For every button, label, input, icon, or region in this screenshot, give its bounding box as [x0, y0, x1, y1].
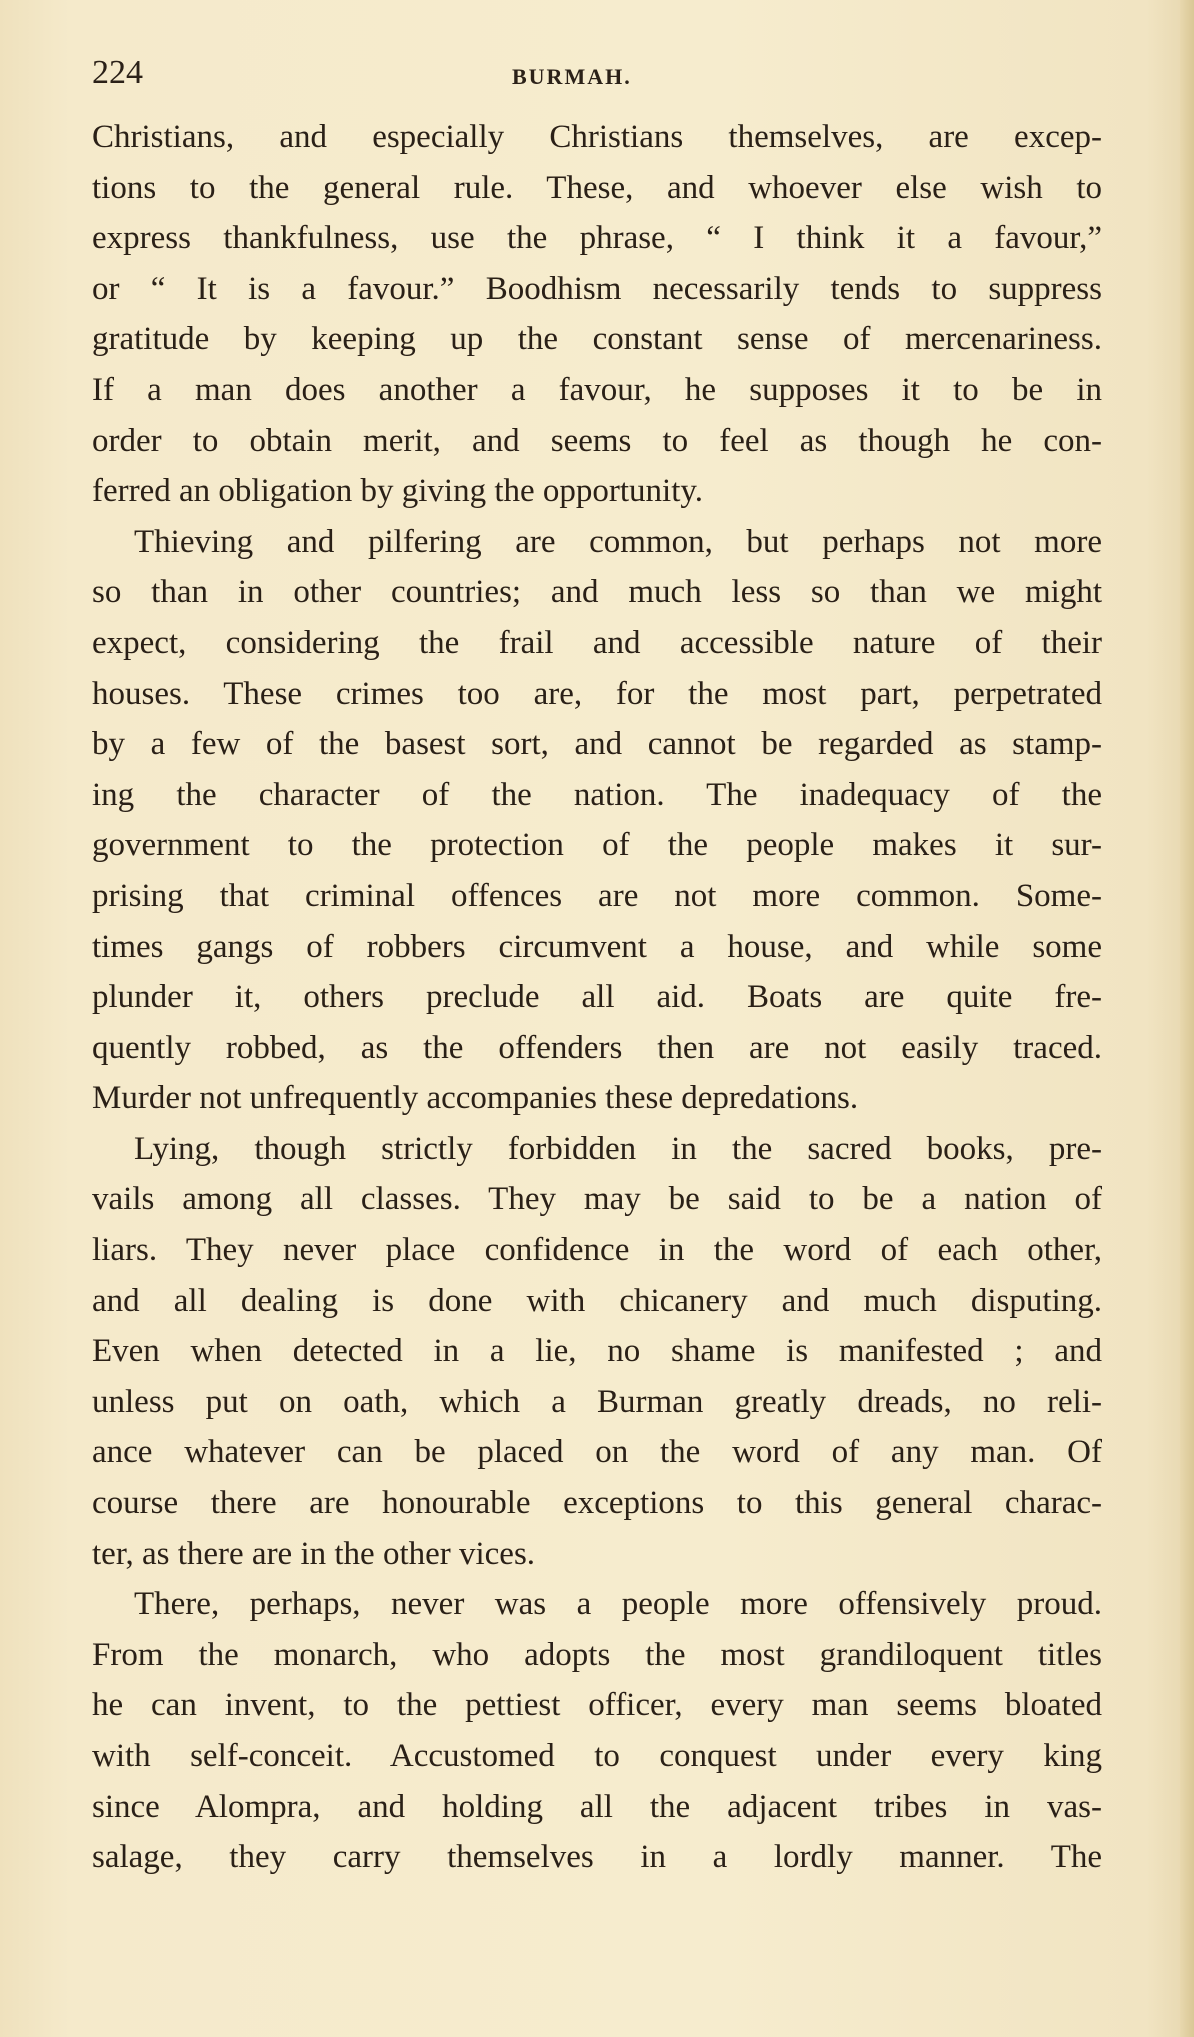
paragraph	[92, 1124, 1102, 1579]
paragraph	[92, 517, 1102, 1124]
text-line: ferred an obligation by giving the opportunity.	[92, 473, 703, 510]
text-line: expect, considering the frail and accessible nature of their	[92, 624, 1102, 661]
text-line: Murder not unfrequently accompanies these depredations.	[92, 1080, 859, 1117]
text-line: unless put on oath, which a Burman greatly dreads, no reli-	[92, 1383, 1102, 1420]
text-line: times gangs of robbers circumvent a house, and while some	[92, 928, 1102, 965]
text-line: ter, as there are in the other vices.	[92, 1535, 536, 1572]
page-edge	[1180, 0, 1194, 2037]
body-text	[92, 112, 1102, 1883]
text-line: with self-conceit. Accustomed to conquest under every king	[92, 1738, 1102, 1774]
page-number: 224	[92, 54, 143, 91]
text-line: Even when detected in a lie, no shame is manifested ; and	[92, 1333, 1102, 1370]
paragraph	[92, 1579, 1102, 1883]
text-line: government to the protection of the people makes it sur-	[92, 827, 1102, 864]
text-line: salage, they carry themselves in a lordly manner. The	[92, 1839, 1102, 1876]
text-line: houses. These crimes too are, for the most part, perpetrated	[92, 675, 1102, 712]
text-line: quently robbed, as the offenders then are not easily traced.	[92, 1029, 1102, 1066]
text-line: by a few of the basest sort, and cannot be regarded as stamp-	[92, 726, 1102, 763]
text-line: Thieving and pilfering are common, but perhaps not more	[134, 523, 1102, 560]
text-line: since Alompra, and holding all the adjacent tribes in vas-	[92, 1788, 1102, 1825]
text-line: order to obtain merit, and seems to feel as though he con-	[92, 422, 1102, 459]
text-line: There, perhaps, never was a people more offensively proud.	[134, 1586, 1102, 1623]
running-head: BURMAH.	[512, 64, 632, 89]
text-line: ance whatever can be placed on the word of any man. Of	[92, 1434, 1102, 1471]
text-line: From the monarch, who adopts the most grandiloquent titles	[92, 1636, 1102, 1673]
paragraph	[92, 112, 1102, 517]
text-line: express thankfulness, use the phrase, “ I think it a favour,”	[92, 220, 1102, 257]
text-line: Lying, though strictly forbidden in the sacred books, pre-	[134, 1130, 1102, 1167]
text-line: prising that criminal offences are not more common. Some-	[92, 877, 1102, 914]
text-line: If a man does another a favour, he supposes it to be in	[92, 371, 1102, 408]
text-line: tions to the general rule. These, and whoever else wish to	[92, 169, 1102, 206]
text-line: he can invent, to the pettiest officer, every man seems bloated	[92, 1687, 1102, 1724]
text-line: Christians, and especially Christians themselves, are excep-	[92, 119, 1102, 155]
text-line: so than in other countries; and much less so than we might	[92, 574, 1102, 611]
page-header	[92, 50, 1102, 100]
text-line: ing the character of the nation. The inadequacy of the	[92, 776, 1102, 813]
text-line: course there are honourable exceptions to this general charac-	[92, 1485, 1102, 1522]
text-line: vails among all classes. They may be said to be a nation of	[92, 1181, 1102, 1218]
text-line: gratitude by keeping up the constant sense of mercenariness.	[92, 321, 1102, 358]
text-line: plunder it, others preclude all aid. Boats are quite fre-	[92, 979, 1102, 1016]
text-line: liars. They never place confidence in the word of each other,	[92, 1232, 1102, 1269]
text-line: and all dealing is done with chicanery and much disputing.	[92, 1282, 1102, 1319]
text-line: or “ It is a favour.” Boodhism necessarily tends to suppress	[92, 270, 1102, 307]
